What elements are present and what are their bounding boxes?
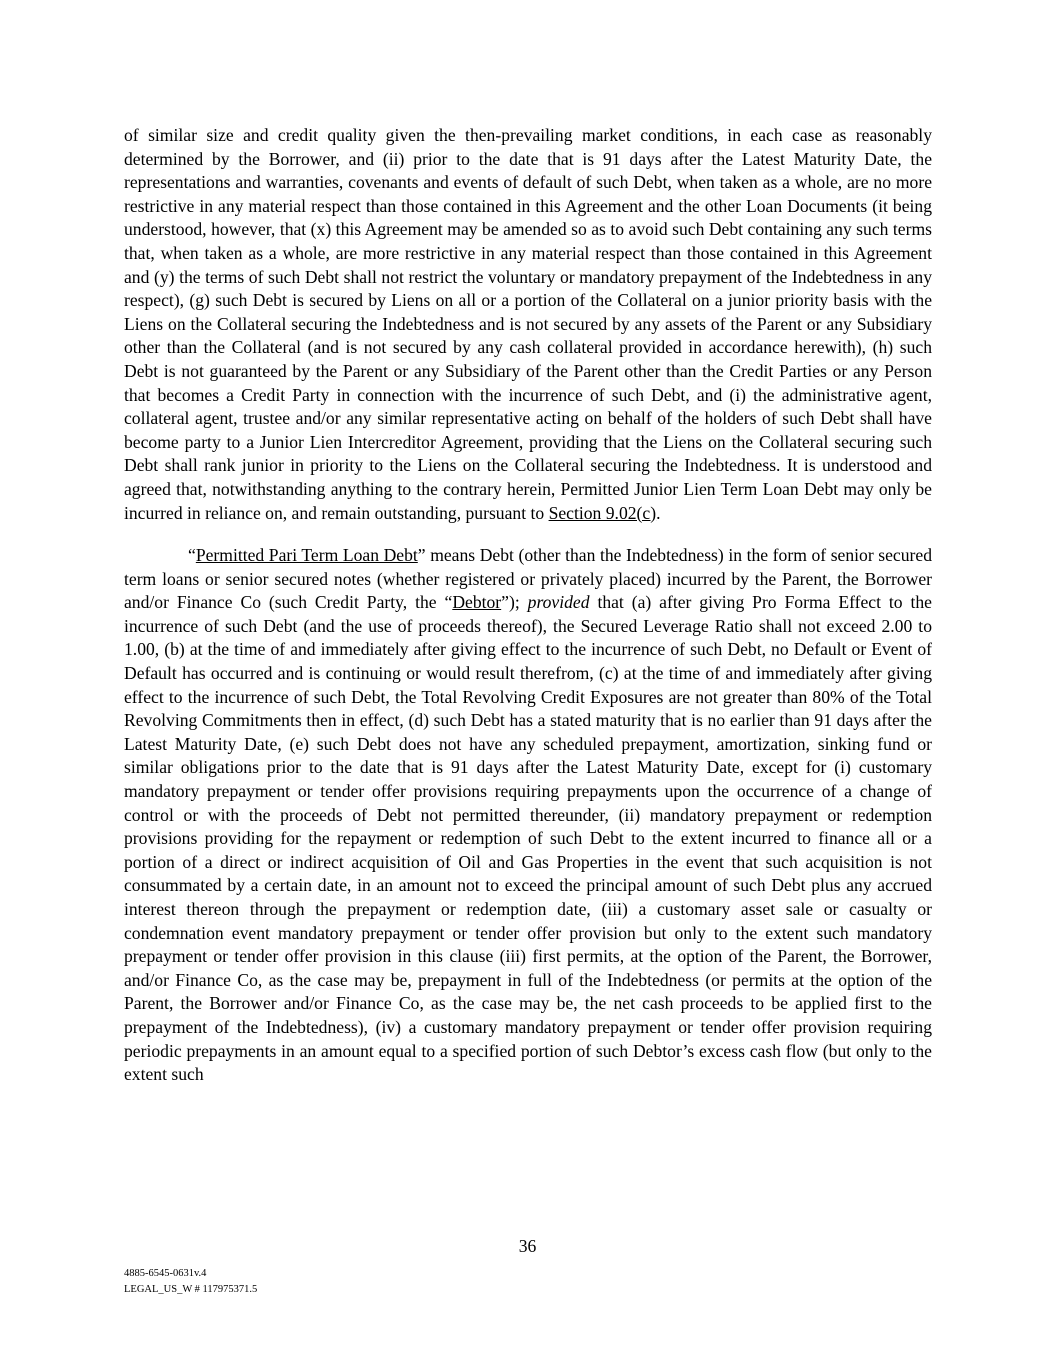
footer-legal-id: LEGAL_US_W # 117975371.5 bbox=[124, 1284, 258, 1295]
provided-word: provided bbox=[527, 592, 590, 613]
open-quote: “ bbox=[188, 545, 196, 566]
page-number: 36 bbox=[518, 1236, 537, 1256]
section-reference: Section 9.02(c) bbox=[548, 502, 657, 523]
document-body bbox=[124, 124, 932, 1087]
definition-text-b: ”); bbox=[501, 592, 528, 613]
paragraph-permitted-junior-lien-continuation bbox=[124, 124, 932, 525]
definition-text-a: ” means Debt (other than the Indebtedness) in the form of senior secured term loans or senior secured notes (whether registered or privately placed) incurred by the Parent, the Borrower and/or Finance Co (such Credit Party, the “ bbox=[124, 545, 932, 613]
document-footer bbox=[124, 1266, 257, 1298]
paragraph-permitted-pari-term-loan-debt bbox=[124, 544, 932, 1087]
debtor-term: Debtor bbox=[452, 592, 502, 613]
definition-text-c: that (a) after giving Pro Forma Effect to the incurrence of such Debt (and the use of proceeds thereof), the Secured Leverage Ratio shall not exceed 2.00 to 1.00, (b) at the time of and immediately after giving effect to the incurrence of such Debt, no Default or Event of Default has occurred and is continuing or would result therefrom, (c) at the time of and immediately after giving effect to the incurrence of such Debt, the Total Revolving Credit Exposures are not greater than 80% of the Total Revolving Commitments then in effect, (d) such Debt has a stated maturity that is no earlier than 91 days after the Latest Maturity Date, (e) such Debt does not have any scheduled prepayment, amortization, sinking fund or similar obligations prior to the date that is 91 days after the Latest Maturity Date, except for (i) customary mandatory prepayment or tender offer provisions requiring prepayments upon the occurrence of a change of control or with the proceeds of Debt not permitted thereunder, (ii) mandatory prepayment or redemption provisions providing for the repayment or redemption of such Debt to the extent incurred to finance all or a portion of a direct or indirect acquisition of Oil and Gas Properties in the event that such acquisition is not consummated by a certain date, in an amount not to exceed the principal amount of such Debt plus any accrued interest thereon through the prepayment or redemption date, (iii) a customary asset sale or casualty or condemnation event mandatory prepayment or tender offer provision but only to the extent such mandatory prepayment or tender offer provision in this clause (iii) first permits, at the option of the Parent, the Borrower, and/or Finance Co, as the case may be, prepayment in full of the Indebtedness (or permits at the option of the Parent, the Borrower and/or Finance Co, as the case may be, the net cash proceeds to be applied first to the prepayment of the Indebtedness), (iv) a customary mandatory prepayment or tender offer provision requiring periodic prepayments in an amount equal to a specified portion of such Debtor’s excess cash flow (but only to the extent such bbox=[124, 592, 932, 1085]
defined-term: Permitted Pari Term Loan Debt bbox=[195, 545, 418, 566]
paragraph-end: . bbox=[656, 502, 661, 523]
paragraph-text: of similar size and credit quality given the then-prevailing market conditions, in each case as reasonably determined by the Borrower, and (ii) prior to the date that is 91 days after the Latest Maturity Date, the representations and warranties, covenants and events of default of such Debt, when taken as a whole, are no more restrictive in any material respect than those contained in this Agreement and the other Loan Documents (it being understood, however, that (x) this Agreement may be amended so as to avoid such Debt containing any such terms that, when taken as a whole, are more restrictive in any material respect than those contained in this Agreement and (y) the terms of such Debt shall not restrict the voluntary or mandatory prepayment of the Indebtedness in any respect), (g) such Debt is secured by Liens on all or a portion of the Collateral on a junior priority basis with the Liens on the Collateral securing the Indebtedness and is not secured by any assets of the Parent or any Subsidiary other than the Collateral (and is not secured by any cash collateral provided in accordance herewith), (h) such Debt is not guaranteed by the Parent or any Subsidiary of the Parent other than the Credit Parties or any Person that becomes a Credit Party in connection with the incurrence of such Debt, and (i) the administrative agent, collateral agent, trustee and/or any similar representative acting on behalf of the holders of such Debt shall have become party to a Junior Lien Intercreditor Agreement, providing that the Liens on the Collateral securing such Debt shall rank junior in priority to the Liens on the Collateral securing the Indebtedness. It is understood and agreed that, notwithstanding anything to the contrary herein, Permitted Junior Lien Term Loan Debt may only be incurred in reliance on, and remain outstanding, pursuant to bbox=[124, 125, 932, 523]
footer-doc-id: 4885-6545-0631v.4 bbox=[124, 1268, 207, 1279]
